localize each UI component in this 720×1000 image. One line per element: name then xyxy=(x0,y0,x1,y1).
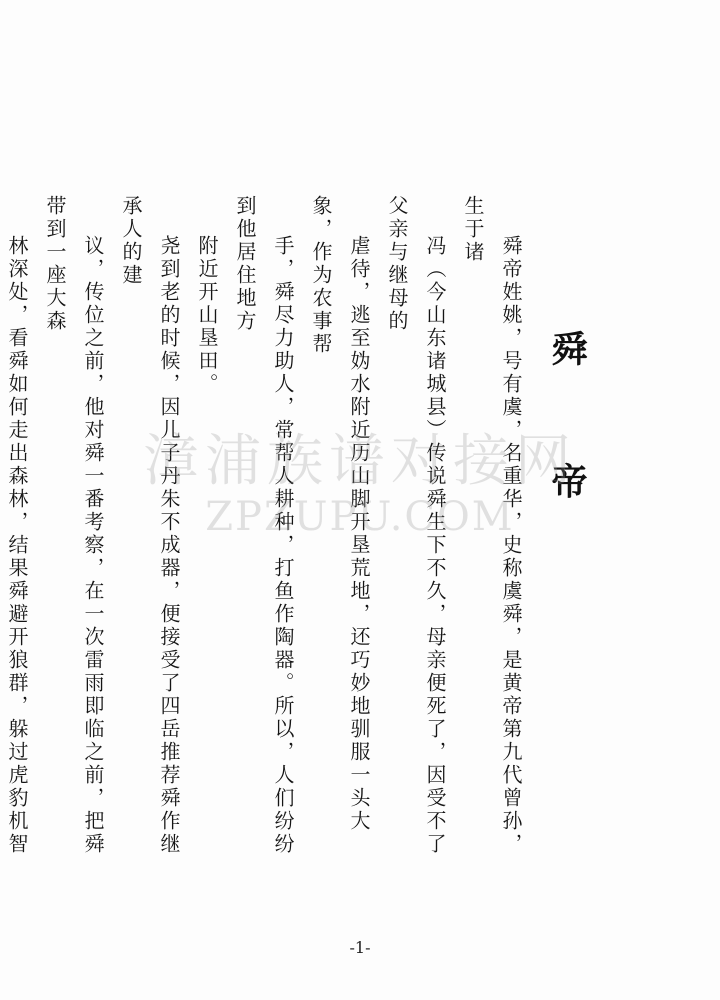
text-line: 附近开山垦田。 xyxy=(195,235,219,396)
page-title: 舜 帝 xyxy=(546,330,588,541)
text-line: 尧到老的时候，因儿子丹朱不成器，便接受了四岳推荐舜作继承人的建 xyxy=(119,195,181,856)
watermark-cn: 漳浦族谱对接网 xyxy=(143,429,577,494)
text-line: 虐待，逃至妫水附近历山脚开垦荒地，还巧妙地驯服一头大象，作为农事帮 xyxy=(309,195,371,833)
paragraph-1 xyxy=(188,195,530,875)
body-text xyxy=(0,195,530,875)
page-number: -1- xyxy=(349,938,371,957)
text-line: 舜帝姓姚，号有虞，名重华，史称虞舜，是黄帝第九代曾孙，生于诸 xyxy=(461,195,523,856)
text-line: 林深处，看舜如何走出森林，结果舜避开狼群，躲过虎豹机智 xyxy=(5,235,29,856)
watermark-en: ZPZUPU.COM xyxy=(205,494,515,540)
paragraph-2 xyxy=(0,195,188,875)
text-line: 议，传位之前，他对舜一番考察，在一次雷雨即临之前，把舜带到一座大森 xyxy=(43,195,105,856)
text-line: 冯（今山东诸城县）传说舜生下不久，母亲便死了，因受不了父亲与继母的 xyxy=(385,195,447,856)
text-line: 手，舜尽力助人，常帮人耕种，打鱼作陶器。所以，人们纷纷到他居住地方 xyxy=(233,195,295,856)
